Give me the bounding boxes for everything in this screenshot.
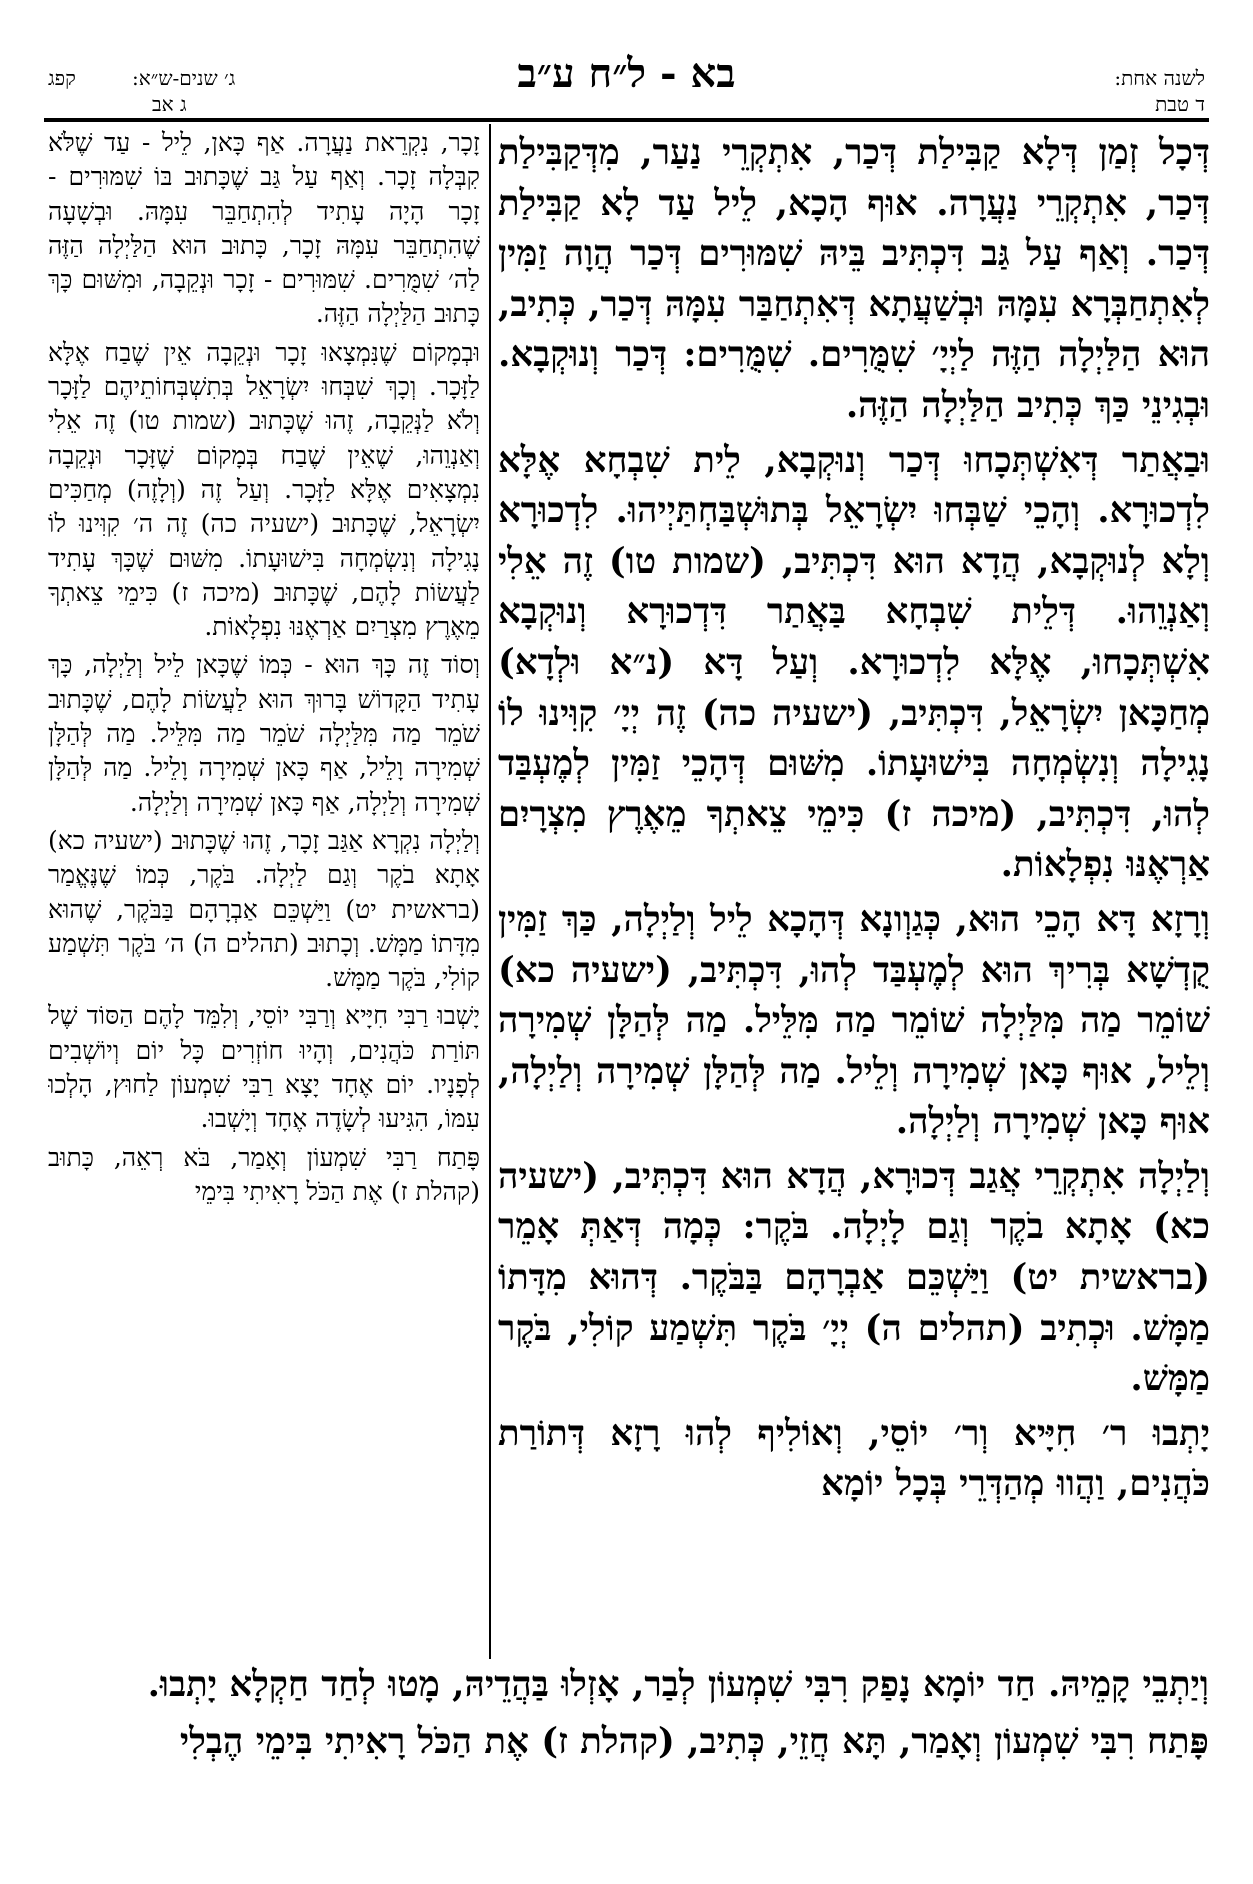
one-year-schedule-label: לשנה אחת: bbox=[1114, 66, 1205, 90]
main-paragraph: וְרָזָא דָּא הָכֵי הוּא, כְּגַוְונָא דְּהָכָא לֵיל וְלַיְלָה, כַּךְ זַמִּין קֻדְשָׁא בְּרִיךְ הוּא לְמֶעְבַּד לְהוּ, דִּכְתִּיב, (ישעיה כא) שׁוֹמֵר מַה מִּלַּיְלָה שׁוֹמֵר מַה מִּלֵּיל. מַה לְּהַלָּן שְׁמִירָה וְלֵיל, אוּף כָּאן שְׁמִירָה וְלֵיל. מַה לְּהַלָּן שְׁמִירָה וְלַיְלָה, אוּף כָּאן שְׁמִירָה וְלַיְלָה. bbox=[498, 898, 1210, 1143]
translation-paragraph: זָכָר, נִקְרֵאת נַעֲרָה. אַף כָּאן, לֵיל - עַד שֶׁלֹּא קִבְּלָה זָכָר. וְאַף עַל גַּב שֶׁכָּתוּב בּוֹ שִׁמּוּרִים - זָכָר הָיָה עָתִיד לְהִתְחַבֵּר עִמָּהּ. וּבְשָׁעָה שֶׁהִתְחַבֵּר עִמָּהּ זָכָר, כָּתוּב הוּא הַלַּיְלָה הַזֶּה לַה׳ שִׁמֻּרִים. שִׁמּוּרִים - זָכָר וּנְקֵבָה, וּמִשּׁוּם כָּךְ כָּתוּב הַלַּיְלָה הַזֶּה. bbox=[48, 128, 480, 329]
page-number: קפג bbox=[48, 66, 76, 90]
three-year-schedule-date: ג אב bbox=[152, 92, 187, 116]
translation-paragraph: וְלַיְלָה נִקְרָא אַגַּב זָכָר, זֶהוּ שֶׁכָּתוּב (ישעיה כא) אָתָא בֹקֶר וְגַם לַיְלָה. בֹּקֶר, כְּמוֹ שֶׁנֶּאֱמַר (בראשית יט) וַיַּשְׁכֵּם אַבְרָהָם בַּבֹּקֶר, שֶׁהוּא מִדָּתוֹ מַמָּשׁ. וְכָתוּב (תהלים ה) ה׳ בֹּקֶר תִּשְׁמַע קוֹלִי, בֹּקֶר מַמָּשׁ. bbox=[48, 825, 480, 993]
page-title: בא - ל״ח ע״ב bbox=[517, 50, 736, 97]
translation-column bbox=[48, 126, 480, 1656]
main-paragraph: יָתְבוּ ר׳ חִיָּיא וְר׳ יוֹסֵי, וְאוֹלִיף לְהוּ רָזָא דְּתוֹרַת כֹּהֲנִים, וַהֲווּ מְהַדְּרֵי בְּכָל יוֹמָא bbox=[498, 1412, 1210, 1505]
main-paragraph: וְלַיְלָה אִתְקְרֵי אֲגַב דְּכוּרָא, הֲדָא הוּא דִּכְתִּיב, (ישעיה כא) אָתָא בֹקֶר וְגַם לָיְלָה. בֹּקֶר: כְּמָה דְּאַתְּ אָמֵר (בראשית יט) וַיַּשְׁכֵּם אַבְרָהָם בַּבֹּקֶר. דְּהוּא מִדָּתוֹ מַמָּשׁ. וּכְתִיב (תהלים ה) יְיָ׳ בֹּקֶר תִּשְׁמַע קוֹלִי, בֹּקֶר מַמָּשׁ. bbox=[498, 1155, 1210, 1400]
translation-paragraph: וּבְמָקוֹם שֶׁנִּמְצָאוּ זָכָר וּנְקֵבָה אֵין שֶׁבַח אֶלָּא לַזָּכָר. וְכָךְ שִׁבְּחוּ יִשְׂרָאֵל בְּתִשְׁבְּחוֹתֵיהֶם לַזָּכָר וְלֹא לַנְּקֵבָה, זֶהוּ שֶׁכָּתוּב (שמות טו) זֶה אֵלִי וְאַנְוֵהוּ, שֶׁאֵין שֶׁבַח בְּמָקוֹם שֶׁזָּכָר וּנְקֵבָה נִמְצָאִים אֶלָּא לַזָּכָר. וְעַל זֶה (וְלָזֶה) מְחַכִּים יִשְׂרָאֵל, שֶׁכָּתוּב (ישעיה כה) זֶה ה׳ קִוִּינוּ לוֹ נָגִילָה וְנִשְׂמְחָה בִּישׁוּעָתוֹ. מִשּׁוּם שֶׁכָּךְ עָתִיד לַעֲשׂוֹת לָהֶם, שֶׁכָּתוּב (מיכה ז) כִּימֵי צֵאתְךָ מֵאֶרֶץ מִצְרַיִם אַרְאֶנּוּ נִפְלָאוֹת. bbox=[48, 337, 480, 642]
bottom-paragraph: וְיַתְבֵי קָמֵיהּ. חַד יוֹמָא נָפַק רִבִּי שִׁמְעוֹן לְבַר, אָזְלוּ בַּהֲדֵיהּ, מָטוּ לְחַד חַקְלָא יָתְבוּ. bbox=[147, 1664, 1209, 1705]
one-year-schedule-date: ד טבת bbox=[1155, 92, 1205, 116]
translation-paragraph: פָּתַח רַבִּי שִׁמְעוֹן וְאָמַר, בֹּא רְאֵה, כָּתוּב (קהלת ז) אֶת הַכֹּל רָאִיתִי בִּימֵי bbox=[48, 1142, 480, 1206]
main-paragraph: דְּכָל זְמַן דְּלָא קַבִּילַת דְּכַר, אִתְקְרֵי נַעַר, מִדְּקַבִּילַת דְּכַר, אִתְקְרֵי נַעֲרָה. אוּף הָכָא, לֵיל עַד לָא קַבִּילַת דְּכַר. וְאַף עַל גַּב דִּכְתִּיב בֵּיהּ שִׁמּוּרִים דְּכַר הֲוָה זַמִּין לְאִתְחַבְּרָא עִמָּהּ וּבְשַׁעֲתָא דְּאִתְחַבַּר עִמָּהּ דְּכַר, כְּתִיב, הוּא הַלַּיְלָה הַזֶּה לַיְיָ׳ שִׁמֻּרִים. שִׁמֻּרִים: דְּכַר וְנוּקְבָא. וּבְגִינֵי כַּךְ כְּתִיב הַלַּיְלָה הַזֶּה. bbox=[498, 132, 1210, 426]
bottom-paragraph: פָּתַח רִבִּי שִׁמְעוֹן וְאָמַר, תָּא חֲזֵי, כְּתִיב, (קהלת ז) אֶת הַכֹּל רָאִיתִי בִּימֵי הֶבְלִי bbox=[179, 1720, 1209, 1762]
main-paragraph: וּבַאֲתַר דְּאִשְׁתְּכָחוּ דְּכַר וְנוּקְבָא, לֵית שִׁבְחָא אֶלָּא לִדְכוּרָא. וְהָכֵי שַׁבְּחוּ יִשְׂרָאֵל בְּתוּשְׁבַּחְתַּיְיהוּ. לִדְכוּרָא וְלָא לְנוּקְבָא, הֲדָא הוּא דִּכְתִּיב, (שמות טו) זֶה אֵלִי וְאַנְוֵהוּ. דְּלֵית שִׁבְחָא בַּאֲתַר דִּדְכוּרָא וְנוּקְבָא אִשְׁתְּכָחוּ, אֶלָּא לִדְכוּרָא. וְעַל דָּא (נ״א וּלְדָא) מְחַכָּאן יִשְׂרָאֵל, דִּכְתִּיב, (ישעיה כה) זֶה יְיָ׳ קִוִּינוּ לוֹ נָגִילָה וְנִשְׂמְחָה בִּישׁוּעָתוֹ. מִשּׁוּם דְּהָכֵי זַמִּין לְמֶעְבַּד לְהוּ, דִּכְתִּיב, (מיכה ז) כִּימֵי צֵאתְךָ מֵאֶרֶץ מִצְרָיִם אַרְאֶנּוּ נִפְלָאוֹת. bbox=[498, 439, 1210, 886]
header-rule bbox=[44, 118, 1209, 122]
column-divider bbox=[489, 124, 491, 1659]
three-year-schedule-label: ג׳ שנים-ש״א: bbox=[132, 66, 236, 90]
bottom-main-text bbox=[44, 1660, 1209, 1870]
translation-paragraph: וְסוֹד זֶה כָּךְ הוּא - כְּמוֹ שֶׁכָּאן לֵיל וְלַיְלָה, כָּךְ עָתִיד הַקָּדוֹשׁ בָּרוּךְ הוּא לַעֲשׂוֹת לָהֶם, שֶׁכָּתוּב שֹׁמֵר מַה מִּלַּיְלָה שֹׁמֵר מַה מִּלֵּיל. מַה לְּהַלָּן שְׁמִירָה וָלֵיל, אַף כָּאן שְׁמִירָה וָלֵיל. מַה לְּהַלָּן שְׁמִירָה וְלַיְלָה, אַף כָּאן שְׁמִירָה וְלַיְלָה. bbox=[48, 650, 480, 817]
translation-paragraph: יָשְׁבוּ רַבִּי חִיָּיא וְרַבִּי יוֹסֵי, וְלִמֵּד לָהֶם הַסּוֹד שֶׁל תּוֹרַת כֹּהֲנִים, וְהָיוּ חוֹזְרִים כָּל יוֹם וְיוֹשְׁבִים לְפָנָיו. יוֹם אֶחָד יָצָא רַבִּי שִׁמְעוֹן לַחוּץ, הָלְכוּ עִמּוֹ, הִגִּיעוּ לְשָׂדֶה אֶחָד וְיָשְׁבוּ. bbox=[48, 1001, 480, 1134]
main-text-column bbox=[498, 128, 1210, 1658]
